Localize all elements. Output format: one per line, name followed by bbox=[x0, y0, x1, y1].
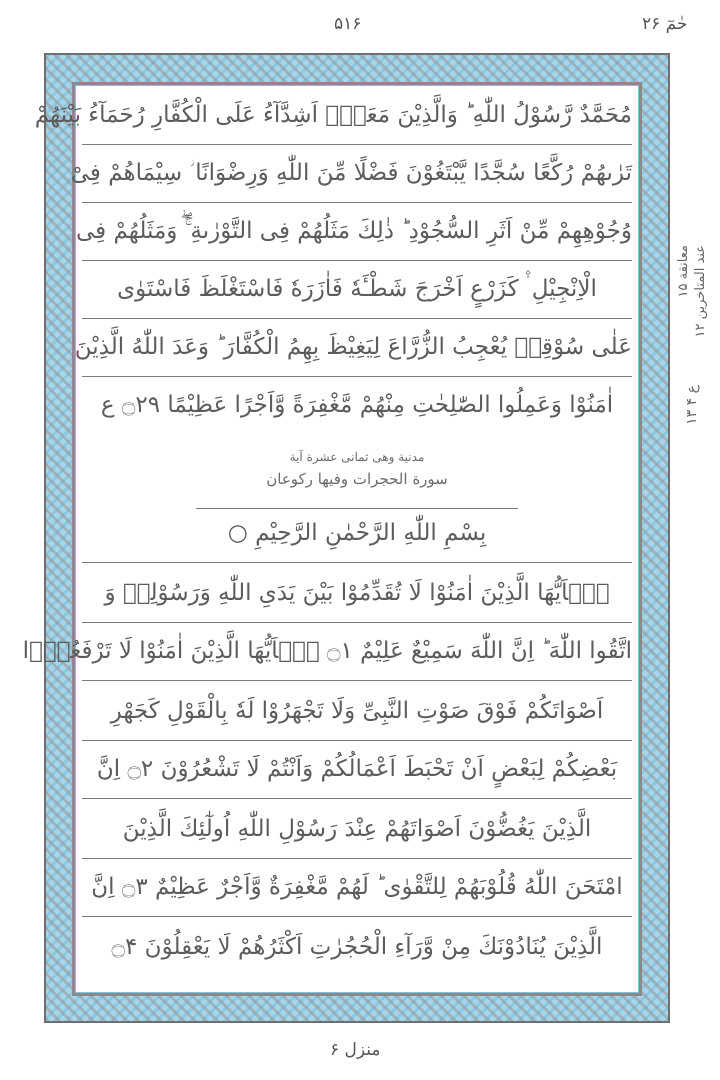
page-number: ۵۱۶ bbox=[334, 14, 362, 34]
ruku-marker: ع ۴ ۱۳ bbox=[684, 385, 700, 425]
text-line: وُجُوْهِهِمْ مِّنْ اَثَرِ السُّجُوْدِ ؕ ذٰلِكَ مَثَلُهُمْ فِی التَّوْرٰىةِ ۛۖۚ وَمَثَلُهُمْ فِی bbox=[82, 202, 632, 261]
text-line: امْتَحَنَ اللّٰهُ قُلُوْبَهُمْ لِلتَّقْوٰی ؕ لَهُمْ مَّغْفِرَةٌ وَّاَجْرٌ عَظِیْمٌ ۝۳ اِنَّ bbox=[82, 858, 632, 917]
quran-text-area bbox=[22, 86, 638, 992]
bismillah-line: بِسْمِ اللّٰهِ الرَّحْمٰنِ الرَّحِیْمِ ○ bbox=[82, 504, 632, 563]
manzil-label: منزل ۶ bbox=[330, 1040, 381, 1060]
surah-header-line-1: مدنیة وهی ثمانی عشرة آیة bbox=[289, 450, 425, 464]
text-line: اَصْوَاتَكُمْ فَوْقَ صَوْتِ النَّبِیِّ وَلَا تَجْهَرُوْا لَهٗ بِالْقَوْلِ كَجَهْرِ bbox=[82, 682, 632, 741]
text-line: الَّذِیْنَ یَغُضُّوْنَ اَصْوَاتَهُمْ عِنْدَ رَسُوْلِ اللّٰهِ اُولٰٓئِكَ الَّذِیْنَ bbox=[82, 800, 632, 859]
juz-label: حٰمٓ ۲۶ bbox=[642, 14, 688, 34]
text-line: اتَّقُوا اللّٰهَ ؕ اِنَّ اللّٰهَ سَمِیْعٌ عَلِیْمٌ ۝۱ یٰۤاَیُّهَا الَّذِیْنَ اٰمَنُوْا لَا تَرْفَعُوْۤا bbox=[82, 622, 632, 681]
surah-header bbox=[196, 438, 518, 509]
text-line: تَرٰىهُمْ رُكَّعًا سُجَّدًا یَّبْتَغُوْنَ فَضْلًا مِّنَ اللّٰهِ وَرِضْوَانًا ؗ سِیْمَاهُمْ فِیْ bbox=[82, 144, 632, 203]
margin-note-muanaqa: معانقة ۱۵ bbox=[676, 245, 691, 298]
text-line: عَلٰی سُوْقِهٖ یُعْجِبُ الزُّرَّاعَ لِیَغِیْظَ بِهِمُ الْكُفَّارَ ؕ وَعَدَ اللّٰهُ الَّذِیْنَ bbox=[82, 318, 632, 377]
text-line: الْاِنْجِیْلِ ۛ۫ كَزَرْعٍ اَخْرَجَ شَطْـَٔهٗ فَاٰزَرَهٗ فَاسْتَغْلَظَ فَاسْتَوٰی bbox=[82, 260, 632, 319]
text-line: مُحَمَّدٌ رَّسُوْلُ اللّٰهِ ؕ وَالَّذِیْنَ مَعَهٗۤ اَشِدَّآءُ عَلَی الْكُفَّارِ رُحَمَآءُ بَیْنَهُمْ bbox=[82, 86, 632, 145]
text-line: بَعْضِكُمْ لِبَعْضٍ اَنْ تَحْبَطَ اَعْمَالُكُمْ وَاَنْتُمْ لَا تَشْعُرُوْنَ ۝۲ اِنَّ bbox=[82, 740, 632, 799]
margin-note-mutaakhkhirin: عند المتاخرین ۱۲ bbox=[693, 245, 708, 338]
text-line: یٰۤاَیُّهَا الَّذِیْنَ اٰمَنُوْا لَا تُقَدِّمُوْا بَیْنَ یَدَیِ اللّٰهِ وَرَسُوْلِهٖ وَ bbox=[82, 564, 632, 623]
text-line: الَّذِیْنَ یُنَادُوْنَكَ مِنْ وَّرَآءِ الْحُجُرٰتِ اَكْثَرُهُمْ لَا یَعْقِلُوْنَ ۝۴ bbox=[111, 934, 603, 960]
text-line: اٰمَنُوْا وَعَمِلُوا الصّٰلِحٰتِ مِنْهُمْ مَّغْفِرَةً وَّاَجْرًا عَظِیْمًا ۝۲۹ ع bbox=[100, 392, 614, 418]
surah-header-line-2: سورة الحجرات وفیها رکوعان bbox=[266, 470, 448, 488]
